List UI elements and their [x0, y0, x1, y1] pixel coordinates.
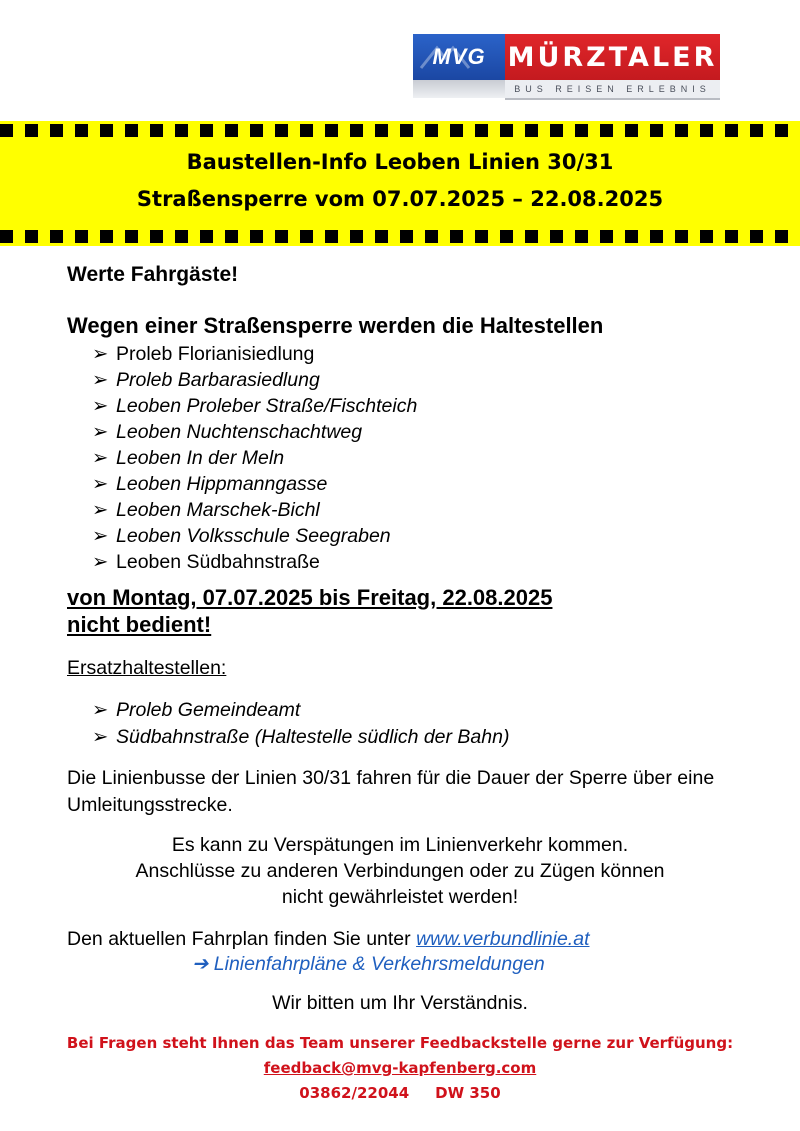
timetable-subnav-label: Linienfahrpläne & Verkehrsmeldungen	[213, 953, 545, 975]
contact-phone	[0, 1084, 800, 1102]
stop-label: Leoben Nuchtenschachtweg	[116, 421, 363, 443]
bullet-arrow-icon: ➢	[92, 447, 109, 469]
logo-tagline: BUS REISEN ERLEBNIS	[505, 80, 720, 100]
delay-notice-line: nicht gewährleistet werden!	[281, 886, 519, 908]
bullet-arrow-icon: ➢	[92, 395, 109, 417]
bullet-arrow-icon: ➢	[92, 699, 109, 721]
replacement-stop-label: Südbahnstraße (Haltestelle südlich der Bahn)	[116, 726, 510, 748]
bullet-arrow-icon: ➢	[92, 473, 109, 495]
logo-mark-text: MVG	[432, 44, 486, 69]
list-item	[92, 523, 417, 549]
timetable-info	[67, 928, 590, 951]
greeting: Werte Fahrgäste!	[67, 263, 239, 286]
company-logo	[413, 34, 720, 98]
bullet-arrow-icon: ➢	[92, 499, 109, 521]
bullet-arrow-icon: ➢	[92, 369, 109, 391]
replacement-stop-label: Proleb Gemeindeamt	[116, 699, 301, 721]
replacement-heading: Ersatzhaltestellen:	[67, 657, 227, 679]
delay-notice-line: Anschlüsse zu anderen Verbindungen oder zu Zügen können	[135, 860, 665, 882]
bullet-arrow-icon: ➢	[92, 726, 109, 748]
stop-label: Leoben Hippmanngasse	[116, 473, 328, 495]
phone-number: 03862/22044	[299, 1084, 410, 1102]
stop-label: Proleb Florianisiedlung	[116, 343, 315, 365]
mvg-logo-mark	[413, 34, 505, 80]
list-item	[92, 393, 417, 419]
banner-subtitle: Straßensperre vom 07.07.2025 – 22.08.2025	[136, 187, 664, 211]
arrow-right-icon: ➔	[192, 953, 209, 975]
list-item	[92, 367, 417, 393]
banner-dashes-bottom	[0, 230, 800, 243]
stop-label: Leoben Marschek-Bichl	[116, 499, 320, 521]
bullet-arrow-icon: ➢	[92, 525, 109, 547]
logo-shadow	[413, 80, 505, 98]
list-item	[92, 471, 417, 497]
lead-text: Wegen einer Straßensperre werden die Haltestellen	[67, 313, 604, 338]
list-item	[92, 419, 417, 445]
contact-intro: Bei Fragen steht Ihnen das Team unserer Feedbackstelle gerne zur Verfügung:	[66, 1034, 734, 1052]
logo-name: MÜRZTALER	[505, 34, 720, 80]
banner-title: Baustellen-Info Leoben Linien 30/31	[186, 150, 614, 174]
construction-banner	[0, 121, 800, 246]
stop-label: Proleb Barbarasiedlung	[116, 369, 320, 391]
phone-extension: DW 350	[435, 1084, 501, 1102]
contact-email-link[interactable]: feedback@mvg-kapfenberg.com	[263, 1059, 537, 1077]
closure-not-served: nicht bedient!	[67, 612, 212, 637]
list-item	[92, 697, 509, 724]
affected-stops-list	[92, 341, 417, 575]
delay-notice-line: Es kann zu Verspätungen im Linienverkehr kommen.	[171, 834, 629, 856]
detour-text: Die Linienbusse der Linien 30/31 fahren für die Dauer der Sperre über eine Umleitungsstrecke.	[67, 767, 715, 816]
timetable-prefix: Den aktuellen Fahrplan finden Sie unter	[67, 928, 417, 950]
replacement-stops-list	[92, 697, 509, 751]
bullet-arrow-icon: ➢	[92, 421, 109, 443]
bullet-arrow-icon: ➢	[92, 343, 109, 365]
list-item	[92, 497, 417, 523]
bullet-arrow-icon: ➢	[92, 551, 109, 573]
stop-label: Leoben Volksschule Seegraben	[116, 525, 391, 547]
closure-dates: von Montag, 07.07.2025 bis Freitag, 22.08.2025	[67, 585, 553, 610]
list-item	[92, 549, 417, 575]
stop-label: Leoben Südbahnstraße	[116, 551, 320, 573]
logo-bar	[413, 34, 720, 80]
stop-label: Leoben Proleber Straße/Fischteich	[116, 395, 418, 417]
list-item	[92, 341, 417, 367]
list-item	[92, 445, 417, 471]
verbundlinie-link[interactable]: www.verbundlinie.at	[416, 928, 590, 950]
banner-dashes-top	[0, 124, 800, 137]
list-item	[92, 724, 509, 751]
stop-label: Leoben In der Meln	[116, 447, 285, 469]
thanks-text: Wir bitten um Ihr Verständnis.	[272, 992, 528, 1014]
timetable-subnav	[192, 952, 545, 976]
